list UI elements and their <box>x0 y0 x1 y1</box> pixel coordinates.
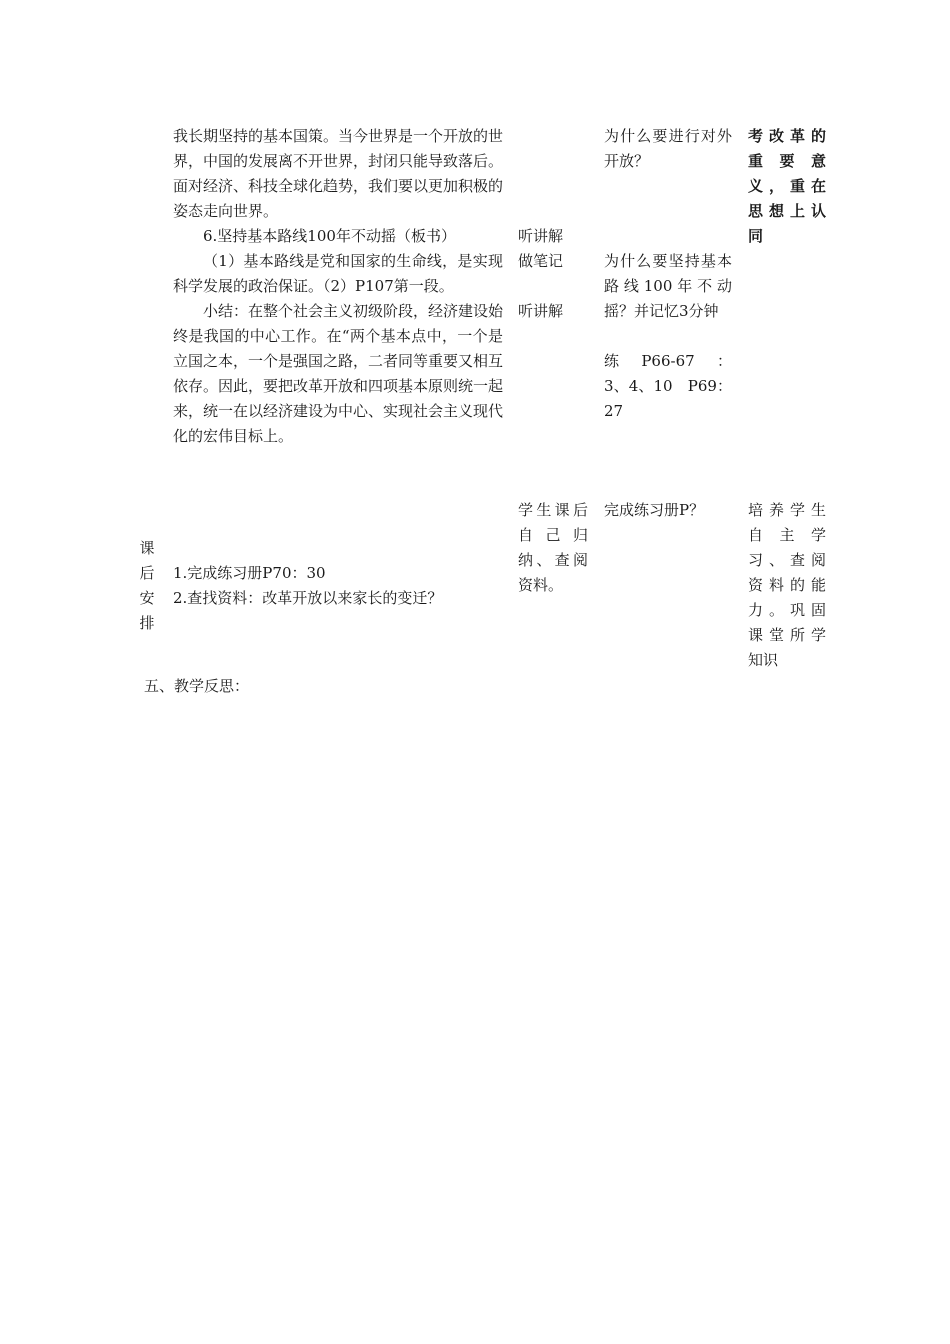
row-label-after-class <box>137 536 157 636</box>
activity-listen-2: 听讲解 <box>518 302 564 320</box>
exercise-pages: 练 P66-67 ：3、4、10 P69：27 <box>604 352 732 420</box>
paragraph-opening-policy: 我长期坚持的基本国策。当今世界是一个开放的世界，中国的发展离不开世界，封闭只能导致落后。面对经济、科技全球化趋势，我们要以更加积极的姿态走向世界。 <box>173 127 504 220</box>
paragraph-summary: 小结：在整个社会主义初级阶段，经济建设始终是我国的中心工作。在“两个基本点中，一个是立国之本，一个是强国之路，二者同等重要又相互依存。因此，要把改革开放和四项基本原则统一起来，统一在以经济建设为中心、实现社会主义现代化的宏伟目标上。 <box>173 302 504 445</box>
intent-1-line-4: 思想上认 <box>748 202 826 220</box>
section-teaching-reflection: 五、教学反思： <box>144 677 250 695</box>
design-intent-1 <box>748 124 826 249</box>
row-label-char-1: 课 <box>139 539 155 557</box>
activity-2-line-2: 自己归 <box>518 526 588 544</box>
row-label-char-2: 后 <box>139 564 155 582</box>
exercise-workbook: 完成练习册P？ <box>604 501 705 519</box>
activity-2-line-1: 学生课后 <box>518 501 588 519</box>
intent-1-line-1: 考改革的 <box>748 127 826 145</box>
activity-2-line-4: 资料。 <box>518 576 564 594</box>
teaching-content <box>173 124 503 449</box>
row-label-char-3: 安 <box>139 589 155 607</box>
student-activity-2 <box>518 498 588 598</box>
homework-item-1: 1.完成练习册P70：30 <box>173 564 326 582</box>
question-opening-up: 为什么要进行对外开放？ <box>604 127 732 170</box>
activity-notes: 做笔记 <box>518 252 564 270</box>
intent-1-line-2: 重要意 <box>748 152 826 170</box>
intent-2-line-2: 自主学 <box>748 526 826 544</box>
intent-2-line-6: 课堂所学 <box>748 626 826 644</box>
question-basic-line: 为什么要坚持基本路线100年不动摇？并记忆3分钟 <box>604 252 732 320</box>
activity-listen-1: 听讲解 <box>518 227 564 245</box>
intent-2-line-4: 资料的能 <box>748 576 826 594</box>
homework-list <box>173 561 503 611</box>
intent-2-line-1: 培养学生 <box>748 501 826 519</box>
student-activity-1 <box>518 224 588 324</box>
design-intent-2 <box>748 498 826 673</box>
question-column <box>604 124 732 424</box>
intent-2-line-7: 知识 <box>748 651 779 669</box>
section-title-basic-line: 6.坚持基本路线100年不动摇（板书） <box>203 227 456 245</box>
intent-1-line-3: 义，重在 <box>748 177 826 195</box>
exercise-after-class <box>604 498 732 523</box>
activity-2-line-3: 纳、查阅 <box>518 551 588 569</box>
homework-item-2: 2.查找资料：改革开放以来家长的变迁？ <box>173 589 443 607</box>
row-label-char-4: 排 <box>139 614 155 632</box>
intent-2-line-3: 习、查阅 <box>748 551 826 569</box>
paragraph-basic-line: （1）基本路线是党和国家的生命线，是实现科学发展的政治保证。（2）P107第一段。 <box>173 252 503 295</box>
intent-1-line-5: 同 <box>748 227 764 245</box>
intent-2-line-5: 力。巩固 <box>748 601 826 619</box>
